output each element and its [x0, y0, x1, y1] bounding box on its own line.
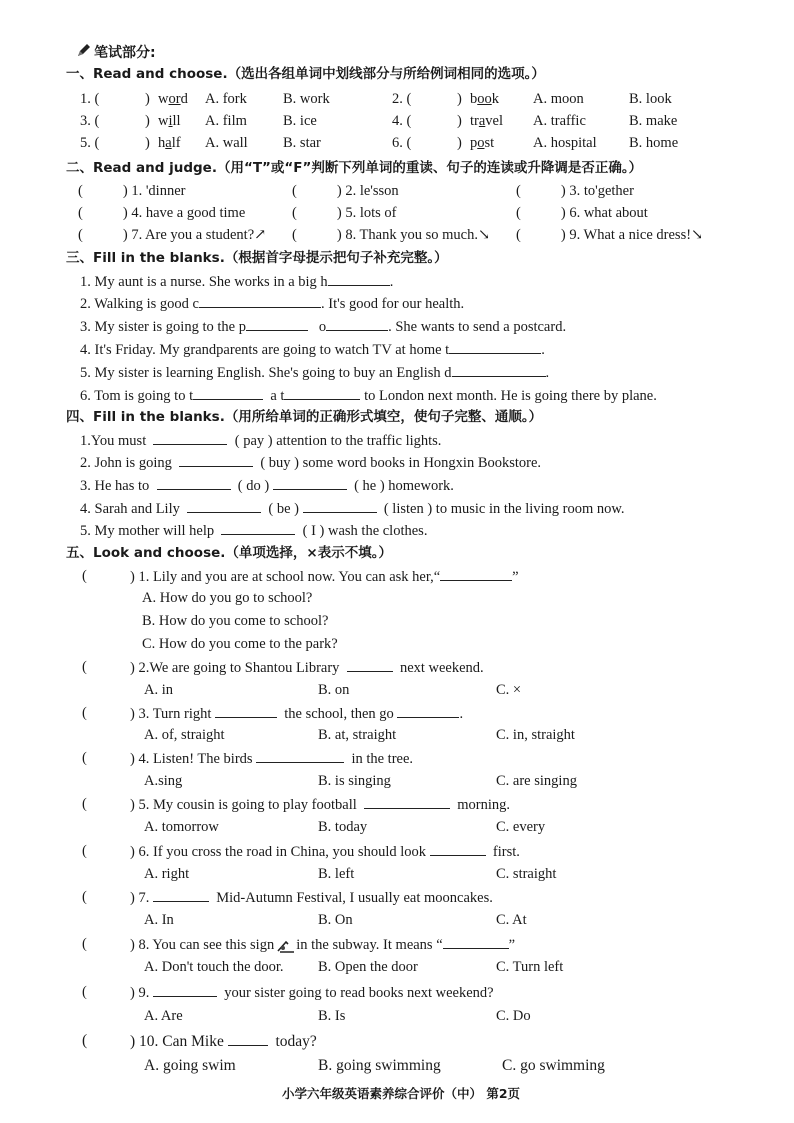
s4-q1-blank[interactable]	[153, 430, 227, 445]
s2-q2[interactable]: ( ) 2. le'sson	[292, 183, 399, 199]
s5-q6-optA: A. right	[144, 866, 190, 882]
s1-q1-paren: )	[145, 91, 150, 107]
s5-q3-blank-1[interactable]	[215, 703, 277, 718]
s1-q1-optB: B. work	[283, 91, 330, 107]
s1-q6-word: post	[470, 135, 495, 151]
pencil-icon	[76, 42, 92, 64]
s5-q10-optA: A. going swim	[144, 1057, 236, 1074]
s5-q6-optC: C. straight	[496, 866, 557, 882]
s5-q5-optA: A. tomorrow	[144, 819, 219, 835]
s5-q2: ) 2.We are going to Shantou Library next weekend.	[130, 657, 484, 678]
s5-q3-blank-2[interactable]	[397, 703, 459, 718]
s5-q10-answer[interactable]: (	[82, 1032, 88, 1049]
s4-q2-blank[interactable]	[179, 452, 253, 467]
s1-q6-optA: A. hospital	[533, 135, 597, 151]
s3-q1-blank[interactable]	[328, 271, 390, 286]
s5-q7: ) 7. Mid-Autumn Festival, I usually eat mooncakes.	[130, 887, 493, 908]
s4-q2: 2. John is going ( buy ) some word books in Hongxin Bookstore.	[80, 452, 541, 473]
s4-q3: 3. He has to ( do ) ( he ) homework.	[80, 475, 454, 496]
s2-q9[interactable]: ( ) 9. What a nice dress!↘	[516, 227, 704, 243]
s5-q1-answer[interactable]: (	[82, 568, 87, 584]
s4-q5: 5. My mother will help ( I ) wash the clothes.	[80, 520, 427, 541]
s3-q3-blank-1[interactable]	[246, 316, 308, 331]
s5-q3-optA: A. of, straight	[144, 727, 225, 743]
s1-q5[interactable]: 5. (	[80, 135, 100, 151]
s5-q8-optA: A. Don't touch the door.	[144, 959, 284, 975]
s1-q6[interactable]: 6. (	[392, 135, 412, 151]
s5-q4-optC: C. are singing	[496, 773, 577, 789]
s1-q1-optA: A. fork	[205, 91, 247, 107]
s3-q6: 6. Tom is going to t a t to London next month. He is going there by plane.	[80, 385, 657, 406]
section5-header: 五、Look and choose.（单项选择，×表示不填。）	[66, 545, 392, 561]
s1-q6-paren: )	[457, 135, 462, 151]
s3-q2-blank[interactable]	[199, 293, 321, 308]
s5-q2-blank[interactable]	[347, 657, 393, 672]
s1-q6-optB: B. home	[629, 135, 679, 151]
s2-q4[interactable]: ( ) 4. have a good time	[78, 205, 246, 221]
section2-header: 二、Read and judge.（用“T”或“F”判断下列单词的重读、句子的连读或升降调是否正确。）	[66, 160, 643, 176]
s3-q3-blank-2[interactable]	[326, 316, 388, 331]
s1-q5-word: half	[158, 135, 181, 151]
s5-q5-blank[interactable]	[364, 794, 450, 809]
s1-q1[interactable]: 1. (	[80, 91, 100, 107]
s1-q4-optB: B. make	[629, 113, 678, 129]
s1-q3-paren: )	[145, 113, 150, 129]
s4-q3-blank-2[interactable]	[273, 475, 347, 490]
s2-q5[interactable]: ( ) 5. lots of	[292, 205, 397, 221]
s5-q4-optA: A.sing	[144, 773, 183, 789]
s1-q2[interactable]: 2. (	[392, 91, 412, 107]
s5-q10-blank[interactable]	[228, 1031, 268, 1046]
s4-q1: 1.You must ( pay ) attention to the traffic lights.	[80, 430, 441, 451]
s1-q4-optA: A. traffic	[533, 113, 586, 129]
s4-q4-blank-2[interactable]	[303, 498, 377, 513]
s4-q4-blank-1[interactable]	[187, 498, 261, 513]
s1-q3-word: will	[158, 113, 181, 129]
s5-q5: ) 5. My cousin is going to play football morning.	[130, 794, 510, 815]
s5-q3-optC: C. in, straight	[496, 727, 575, 743]
page-footer: 小学六年级英语素养综合评价（中） 第2页	[282, 1086, 521, 1101]
s5-q2-optA: A. in	[144, 682, 173, 698]
s3-q6-blank-1[interactable]	[193, 385, 263, 400]
s5-q8: ) 8. You can see this sign in the subway. It means “ ”	[130, 934, 515, 955]
s5-q7-answer[interactable]: (	[82, 889, 87, 905]
s5-q9-answer[interactable]: (	[82, 984, 87, 1000]
s1-q4-paren: )	[457, 113, 462, 129]
s4-q4: 4. Sarah and Lily ( be ) ( listen ) to music in the living room now.	[80, 498, 625, 519]
section-title	[76, 42, 156, 64]
s4-q3-blank-1[interactable]	[157, 475, 231, 490]
s5-q3-answer[interactable]: (	[82, 705, 87, 721]
s5-q1-optB: B. How do you come to school?	[142, 613, 329, 629]
s3-q4: 4. It's Friday. My grandparents are going to watch TV at home t .	[80, 339, 545, 360]
title-text: 笔试部分:	[94, 45, 156, 61]
s5-q2-answer[interactable]: (	[82, 659, 87, 675]
s1-q3[interactable]: 3. (	[80, 113, 100, 129]
s5-q10-optC: C. go swimming	[502, 1057, 605, 1074]
s1-q3-optB: B. ice	[283, 113, 317, 129]
s1-q1-word: word	[158, 91, 188, 107]
s5-q3-optB: B. at, straight	[318, 727, 397, 743]
s5-q7-optC: C. At	[496, 912, 527, 928]
s1-q2-optB: B. look	[629, 91, 672, 107]
s5-q7-optA: A. In	[144, 912, 174, 928]
s5-q1-optC: C. How do you come to the park?	[142, 636, 338, 652]
s2-q1[interactable]: ( ) 1. 'dinner	[78, 183, 186, 199]
s5-q6-blank[interactable]	[430, 841, 486, 856]
s3-q5-blank[interactable]	[452, 362, 546, 377]
s5-q4: ) 4. Listen! The birds in the tree.	[130, 748, 413, 769]
s3-q2: 2. Walking is good c . It's good for our health.	[80, 293, 464, 314]
s3-q4-blank[interactable]	[449, 339, 541, 354]
s5-q7-optB: B. On	[318, 912, 353, 928]
s5-q9-optC: C. Do	[496, 1008, 531, 1024]
s5-q5-optB: B. today	[318, 819, 368, 835]
s1-q2-word: book	[470, 91, 499, 107]
s5-q8-optB: B. Open the door	[318, 959, 418, 975]
s1-q5-optA: A. wall	[205, 135, 248, 151]
s5-q2-optB: B. on	[318, 682, 350, 698]
s5-q8-optC: C. Turn left	[496, 959, 564, 975]
no-touch-sign-icon	[274, 939, 296, 953]
s3-q6-blank-2[interactable]	[284, 385, 360, 400]
s5-q6: ) 6. If you cross the road in China, you should look first.	[130, 841, 520, 862]
s1-q5-paren: )	[145, 135, 150, 151]
s1-q4-word: travel	[470, 113, 504, 129]
s5-q10-optB: B. going swimming	[318, 1057, 441, 1074]
s5-q9-blank[interactable]	[153, 982, 217, 997]
s5-q5-answer[interactable]: (	[82, 796, 87, 812]
section4-header: 四、Fill in the blanks.（用所给单词的正确形式填空，使句子完整、通顺。）	[66, 409, 543, 425]
s5-q3: ) 3. Turn right the school, then go .	[130, 703, 463, 724]
section1-header: 一、Read and choose.（选出各组单词中划线部分与所给例词相同的选项。）	[66, 66, 545, 82]
s5-q2-optC: C. ×	[496, 682, 522, 698]
s5-q4-blank[interactable]	[256, 748, 344, 763]
s2-q8[interactable]: ( ) 8. Thank you so much.↘	[292, 227, 491, 243]
s5-q6-optB: B. left	[318, 866, 355, 882]
s5-q9: ) 9. your sister going to read books next weekend?	[130, 982, 494, 1003]
s5-q4-optB: B. is singing	[318, 773, 391, 789]
s1-q4[interactable]: 4. (	[392, 113, 412, 129]
section3-header: 三、Fill in the blanks.（根据首字母提示把句子补充完整。）	[66, 250, 448, 266]
s5-q5-optC: C. every	[496, 819, 546, 835]
s2-q7[interactable]: ( ) 7. Are you a student?↗	[78, 227, 267, 243]
s5-q6-answer[interactable]: (	[82, 843, 87, 859]
s5-q7-blank[interactable]	[153, 887, 209, 902]
s1-q2-optA: A. moon	[533, 91, 584, 107]
s5-q1-blank[interactable]	[440, 566, 512, 581]
s5-q10: ) 10. Can Mike today?	[130, 1033, 317, 1050]
s5-q1-optA: A. How do you go to school?	[142, 590, 313, 606]
s5-q4-answer[interactable]: (	[82, 750, 87, 766]
s1-q3-optA: A. film	[205, 113, 247, 129]
s5-q1: ) 1. Lily and you are at school now. You can ask her,“ ”	[130, 566, 519, 587]
s2-q6[interactable]: ( ) 6. what about	[516, 205, 648, 221]
s1-q2-paren: )	[457, 91, 462, 107]
s2-q3[interactable]: ( ) 3. to'gether	[516, 183, 634, 199]
s3-q3: 3. My sister is going to the p o . She wants to send a postcard.	[80, 316, 566, 337]
s1-q5-optB: B. star	[283, 135, 321, 151]
s5-q9-optB: B. Is	[318, 1008, 346, 1024]
s5-q8-blank[interactable]	[443, 934, 509, 949]
s3-q1: 1. My aunt is a nurse. She works in a big h .	[80, 271, 393, 292]
s5-q9-optA: A. Are	[144, 1008, 183, 1024]
s4-q5-blank[interactable]	[221, 520, 295, 535]
s3-q5: 5. My sister is learning English. She's going to buy an English d .	[80, 362, 549, 383]
s5-q8-answer[interactable]: (	[82, 936, 87, 952]
